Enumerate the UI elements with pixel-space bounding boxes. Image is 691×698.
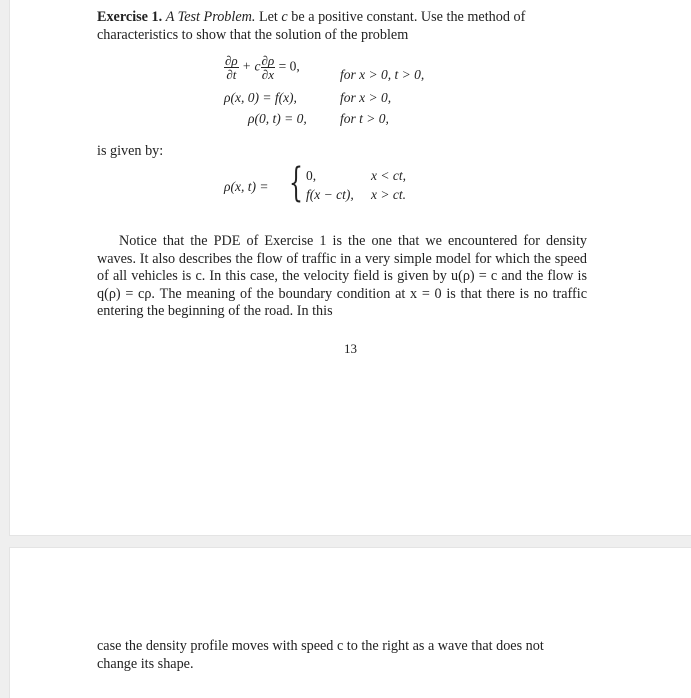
notice-paragraph: Notice that the PDE of Exercise 1 is the one that we encountered for density waves. It also describes the flow of traffic in a very simple model for which the speed of all vehicles is c. In this case, the velocity field is given by u(ρ) = c and the flow is q(ρ) = cρ. The meaning of the boundary condition at x = 0 is that there is no traffic entering the beginning of the road. In this: [97, 233, 587, 319]
exercise-constant-c: c: [281, 9, 288, 25]
exercise-paragraph: [97, 9, 587, 44]
given-by-text: is given by:: [97, 143, 164, 159]
initial-condition-domain: for x > 0,: [340, 90, 392, 105]
boundary-condition: ρ(0, t) = 0,: [248, 111, 307, 126]
fraction-drho-dx: [261, 54, 276, 81]
fraction-denominator: ∂x: [261, 67, 274, 82]
initial-condition: ρ(x, 0) = f(x),: [224, 90, 297, 105]
exercise-label: Exercise 1.: [97, 9, 163, 25]
piecewise-brace: {: [289, 160, 303, 206]
pde-equation: [224, 54, 300, 81]
pde-plus-c: + c: [242, 58, 261, 74]
solution-case-1-value: 0,: [306, 168, 317, 183]
page-number: 13: [344, 341, 357, 356]
solution-case-2-value: f(x − ct),: [306, 187, 354, 202]
exercise-title: A Test Problem.: [165, 9, 256, 25]
fraction-numerator: ∂ρ: [225, 53, 238, 68]
fraction-denominator: ∂t: [226, 67, 237, 82]
exercise-text-a: Let: [258, 9, 278, 25]
solution-lhs: ρ(x, t) =: [224, 179, 269, 194]
solution-case-1-condition: x < ct,: [371, 168, 406, 183]
continuation-paragraph: case the density profile moves with speed c to the right as a wave that does not change its shape.: [97, 638, 544, 672]
pde-rhs: = 0,: [278, 58, 300, 74]
document-page-1: [10, 0, 691, 535]
boundary-condition-domain: for t > 0,: [340, 111, 389, 126]
fraction-drho-dt: [224, 54, 239, 81]
document-page-2: [10, 548, 691, 698]
pde-condition: for x > 0, t > 0,: [340, 67, 425, 82]
exercise-text-b: be a positive constant. Use the method of characteristics to show that the solution of the problem: [97, 9, 526, 43]
fraction-numerator: ∂ρ: [261, 53, 275, 68]
solution-case-2-condition: x > ct.: [371, 187, 406, 202]
